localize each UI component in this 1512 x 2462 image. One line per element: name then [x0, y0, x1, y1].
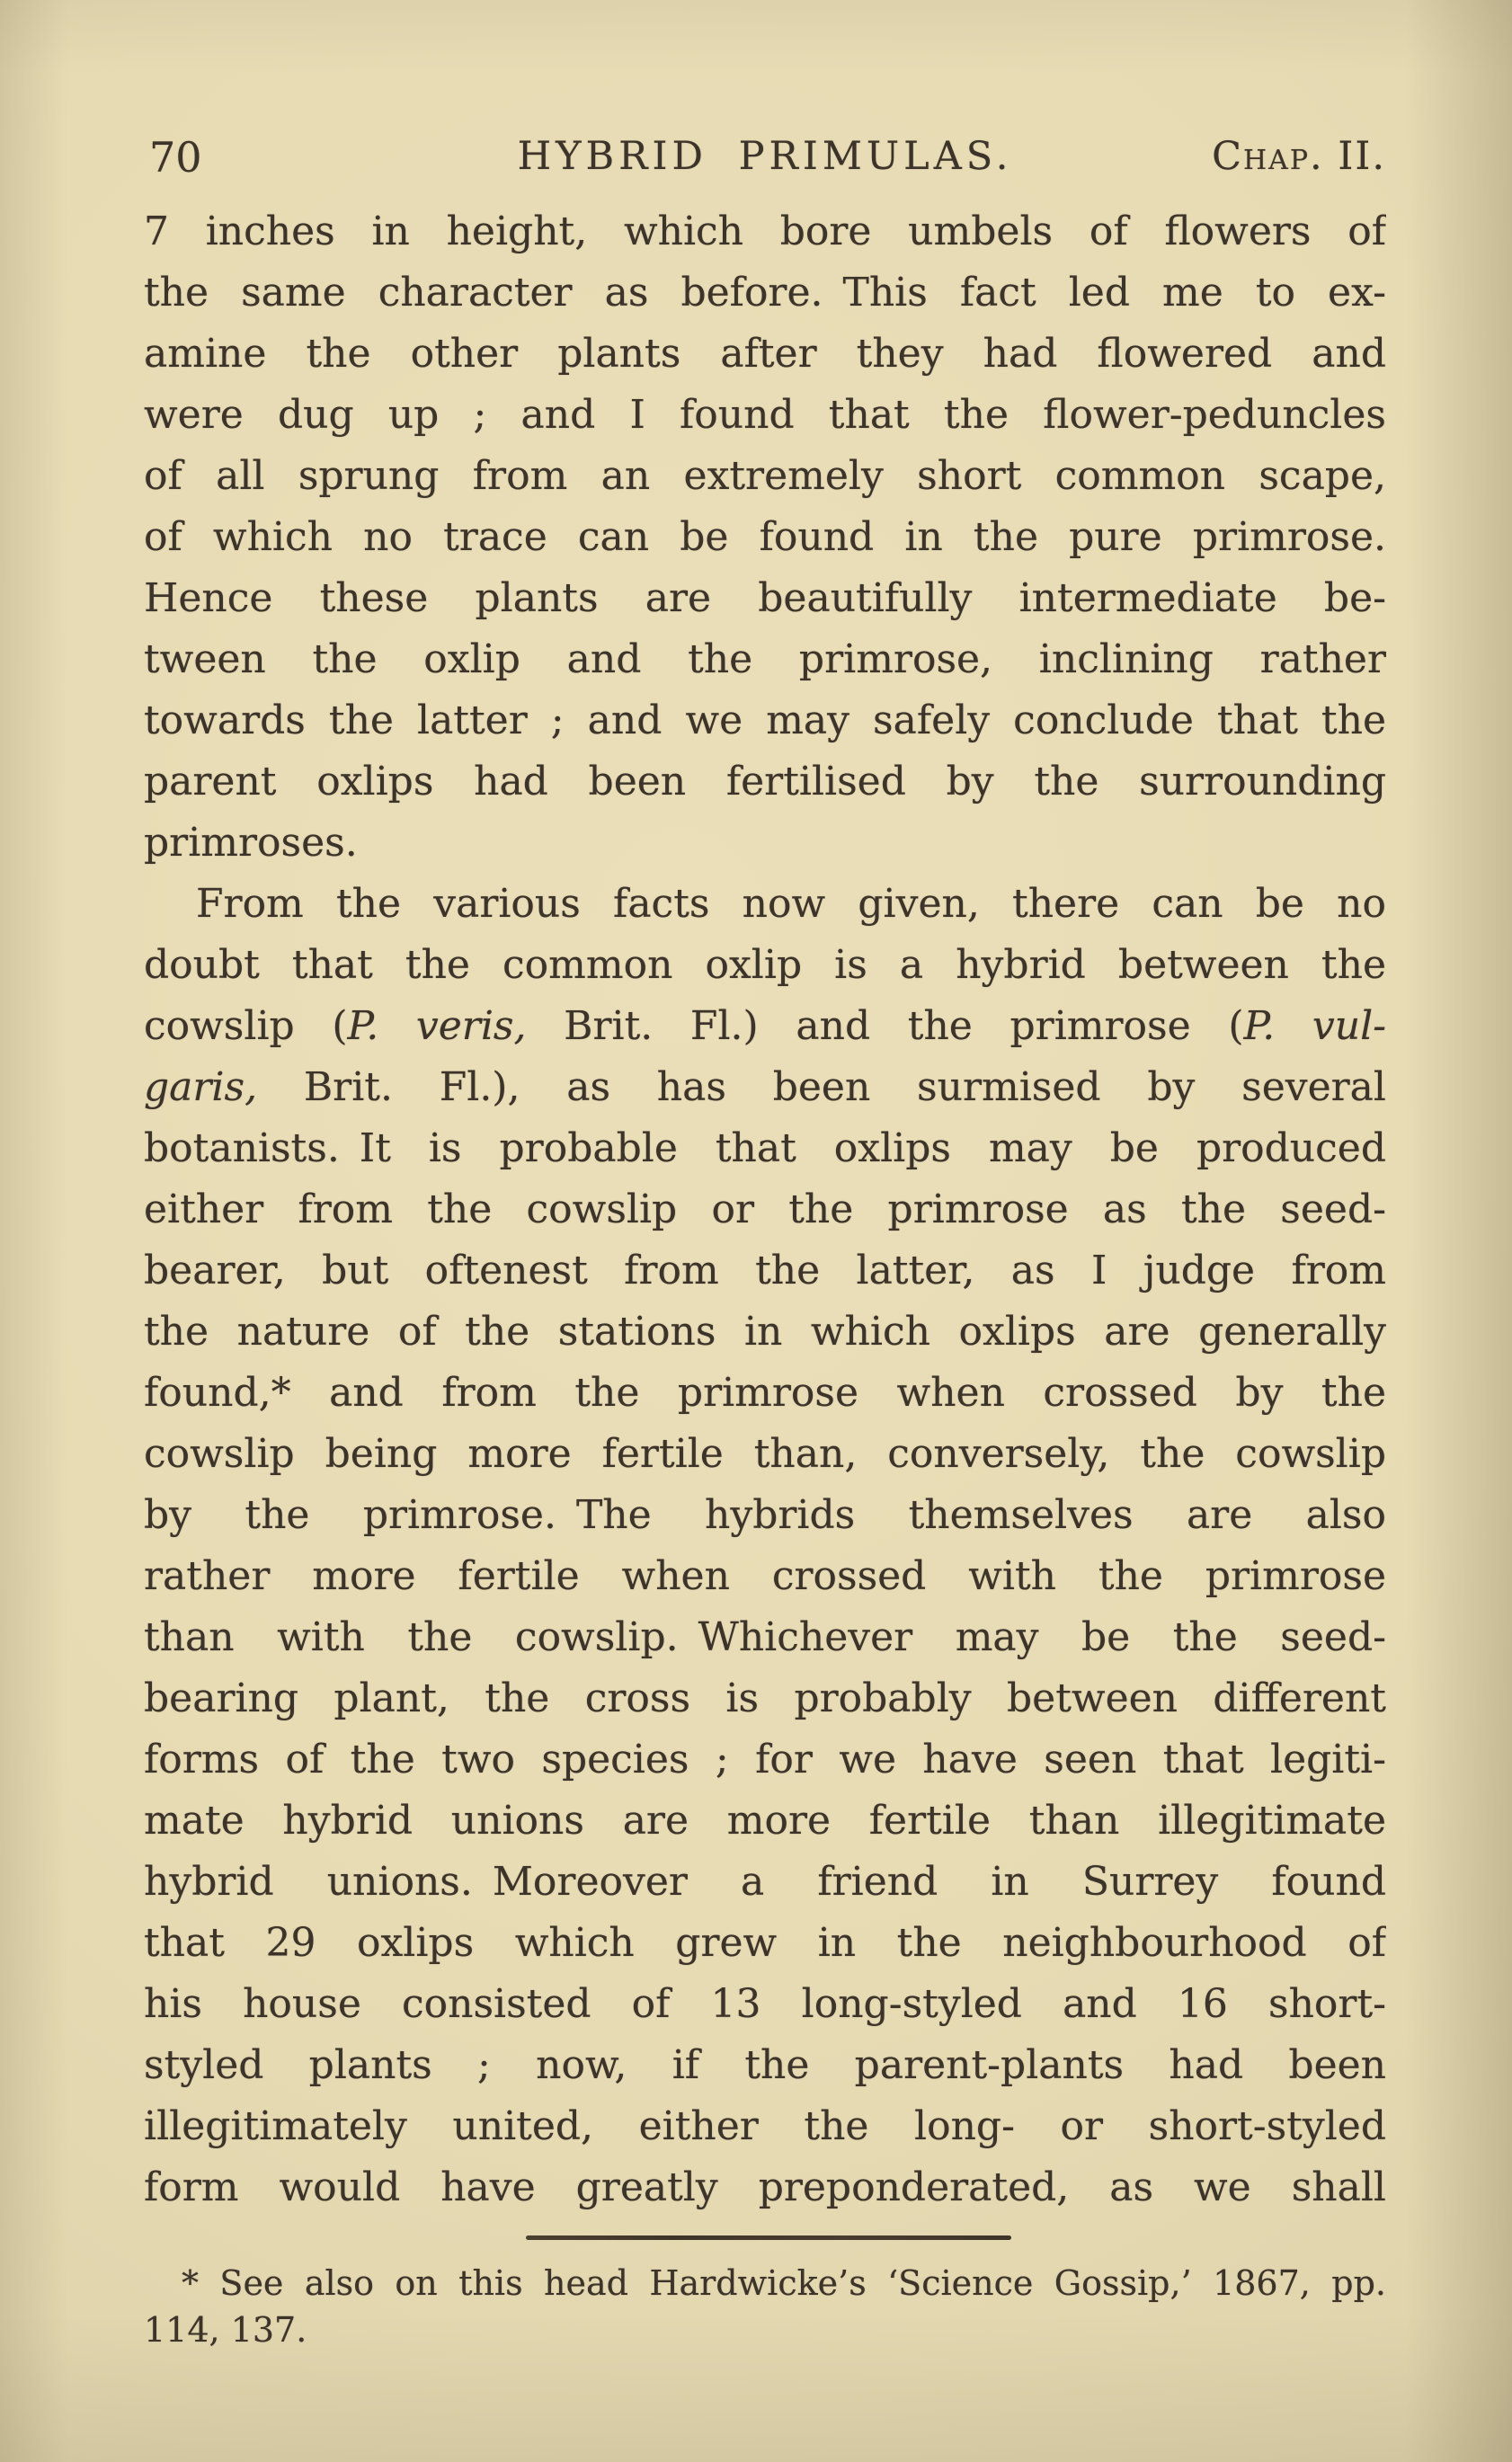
- text-line: From the various facts now given, there can be no: [196, 881, 1386, 927]
- footnote-separator: [526, 2235, 1011, 2240]
- text-segment: cowslip (: [144, 1003, 348, 1049]
- running-header: HYBRID PRIMULAS.: [517, 134, 1013, 179]
- text-line: bearing plant, the cross is probably between different: [144, 1675, 1386, 1721]
- text-segment: Brit. Fl.), as has been surmised by several: [257, 1064, 1386, 1110]
- text-line: forms of the two species ; for we have seen that legiti-: [144, 1737, 1386, 1782]
- text-line: * See also on this head Hardwicke’s ‘Science Gossip,’ 1867, pp.: [182, 2263, 1386, 2303]
- text-line: 7 inches in height, which bore umbels of flowers of: [144, 209, 1386, 254]
- text-line: illegitimately united, either the long- or short-styled: [144, 2103, 1386, 2149]
- text-line: his house consisted of 13 long-styled and 16 short-: [144, 1981, 1386, 2027]
- text-line: towards the latter ; and we may safely conclude that the: [144, 698, 1386, 743]
- text-line: bearer, but oftenest from the latter, as I judge from: [144, 1248, 1386, 1293]
- text-line: of which no trace can be found in the pure primrose.: [144, 514, 1386, 560]
- text-line: than with the cowslip. Whichever may be the seed-: [144, 1614, 1386, 1660]
- text-line: the same character as before. This fact led me to ex-: [144, 270, 1386, 316]
- text-line: that 29 oxlips which grew in the neighbourhood of: [144, 1920, 1386, 1966]
- page-header: [144, 124, 1386, 182]
- text-line: rather more fertile when crossed with the primrose: [144, 1553, 1386, 1599]
- page-number: 70: [149, 133, 202, 182]
- text-line: mate hybrid unions are more fertile than illegitimate: [144, 1798, 1386, 1844]
- text-line: amine the other plants after they had flowered and: [144, 331, 1386, 377]
- text-line: tween the oxlip and the primrose, inclining rather: [144, 636, 1386, 682]
- text-line: Hence these plants are beautifully intermediate be-: [144, 575, 1386, 621]
- text-line: botanists. It is probable that oxlips may be produced: [144, 1125, 1386, 1171]
- text-line: doubt that the common oxlip is a hybrid between the: [144, 942, 1386, 988]
- text-line: the nature of the stations in which oxlips are generally: [144, 1309, 1386, 1355]
- text-line: hybrid unions. Moreover a friend in Surrey found: [144, 1859, 1386, 1905]
- text-segment: Brit. Fl.) and the primrose (: [526, 1003, 1244, 1049]
- body-text: [144, 201, 1386, 2218]
- text-line: [144, 1057, 1386, 1118]
- text-line: [144, 996, 1386, 1057]
- species-name-italic: P. veris,: [347, 1003, 527, 1049]
- text-line: primroses.: [144, 820, 358, 866]
- text-line: parent oxlips had been fertilised by the surrounding: [144, 759, 1386, 804]
- text-line: styled plants ; now, if the parent-plants had been: [144, 2042, 1386, 2088]
- footnote-text: [144, 2260, 1386, 2353]
- text-line: found,* and from the primrose when crossed by the: [144, 1370, 1386, 1416]
- text-line: were dug up ; and I found that the flower-peduncles: [144, 392, 1386, 438]
- text-line: 114, 137.: [144, 2310, 307, 2350]
- text-line: cowslip being more fertile than, conversely, the cowslip: [144, 1431, 1386, 1477]
- text-line: form would have greatly preponderated, as we shall: [144, 2164, 1386, 2210]
- species-name-italic: garis,: [144, 1064, 258, 1110]
- text-line: of all sprung from an extremely short common scape,: [144, 453, 1386, 499]
- chapter-header: Chap. II.: [1212, 134, 1386, 179]
- species-name-italic: P. vul-: [1243, 1003, 1386, 1049]
- text-line: either from the cowslip or the primrose as the seed-: [144, 1187, 1386, 1232]
- text-line: by the primrose. The hybrids themselves are also: [144, 1492, 1386, 1538]
